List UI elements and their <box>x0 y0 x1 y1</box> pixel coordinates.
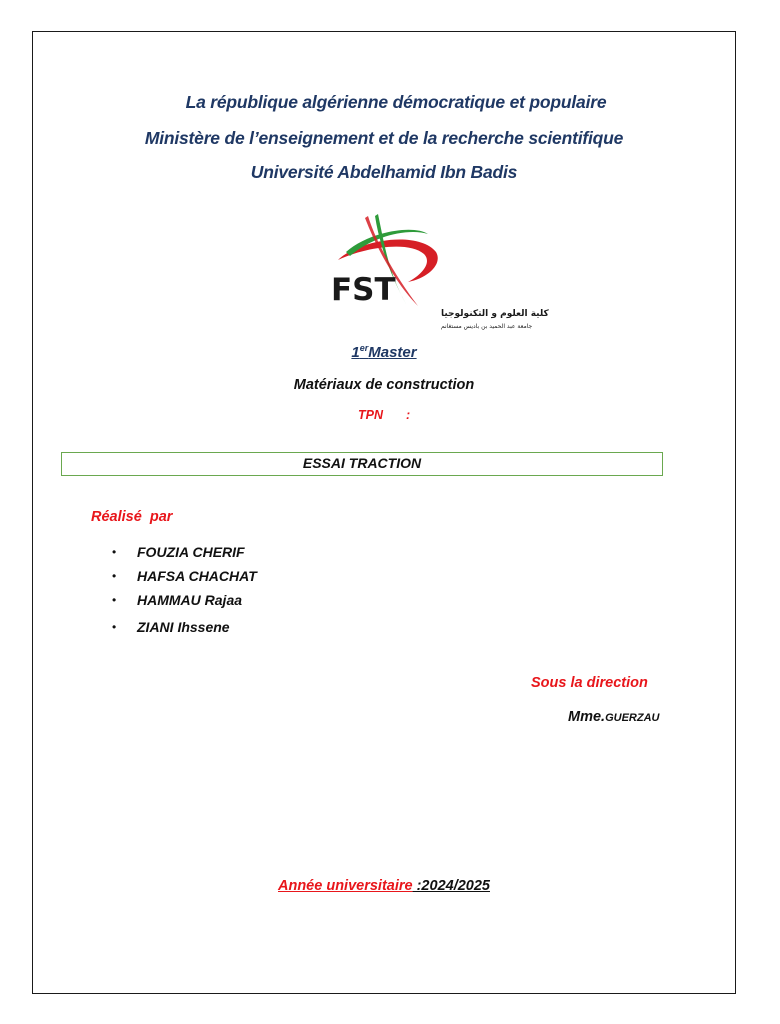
fst-logo-arabic-line2: جامعة عبد الحميد بن باديس مستغانم <box>441 323 533 330</box>
header-ministry: Ministère de l’enseignement et de la recherche scientifique <box>144 128 624 148</box>
course-name: Matériaux de construction <box>293 377 475 393</box>
program-level <box>0 343 768 361</box>
bullet-icon: • <box>112 569 117 583</box>
authors-label: Réalisé par <box>91 509 173 525</box>
supervisor-title: Mme. <box>568 709 606 725</box>
program-number: 1 <box>351 344 360 361</box>
author-name: ZIANI Ihssene <box>137 619 230 635</box>
list-item <box>112 617 257 641</box>
header-university: Université Abdelhamid Ibn Badis <box>250 162 518 182</box>
report-title: ESSAI TRACTION <box>302 455 422 471</box>
academic-year-value: :2024/2025 <box>412 878 490 894</box>
author-name: HAFSA CHACHAT <box>137 568 257 584</box>
fst-logo <box>328 212 549 334</box>
bullet-icon: • <box>112 620 117 634</box>
list-item <box>112 590 257 614</box>
supervisor-name: GUERZAU <box>605 712 660 724</box>
fst-logo-text: FST <box>331 272 396 308</box>
author-name: HAMMAU Rajaa <box>137 592 243 608</box>
tpn-label: TPN <box>358 408 383 422</box>
supervisor <box>568 709 659 725</box>
bullet-icon: • <box>112 593 117 607</box>
header-republic: La république algérienne démocratique et populaire <box>185 92 607 112</box>
list-item <box>112 566 257 590</box>
academic-year-label: Année universitaire <box>278 878 413 894</box>
author-name: FOUZIA CHERIF <box>137 544 245 560</box>
authors-list <box>112 542 257 641</box>
program-superscript: er <box>359 343 369 353</box>
supervision-label: Sous la direction <box>531 675 648 691</box>
program-label: Master <box>368 344 417 361</box>
report-title-box <box>61 452 663 476</box>
tpn-colon: : <box>406 408 411 422</box>
academic-year <box>0 878 768 894</box>
list-item <box>112 542 257 566</box>
bullet-icon: • <box>112 545 117 559</box>
fst-logo-arabic-line1: كلية العلوم و التكنولوجيا <box>441 309 549 319</box>
